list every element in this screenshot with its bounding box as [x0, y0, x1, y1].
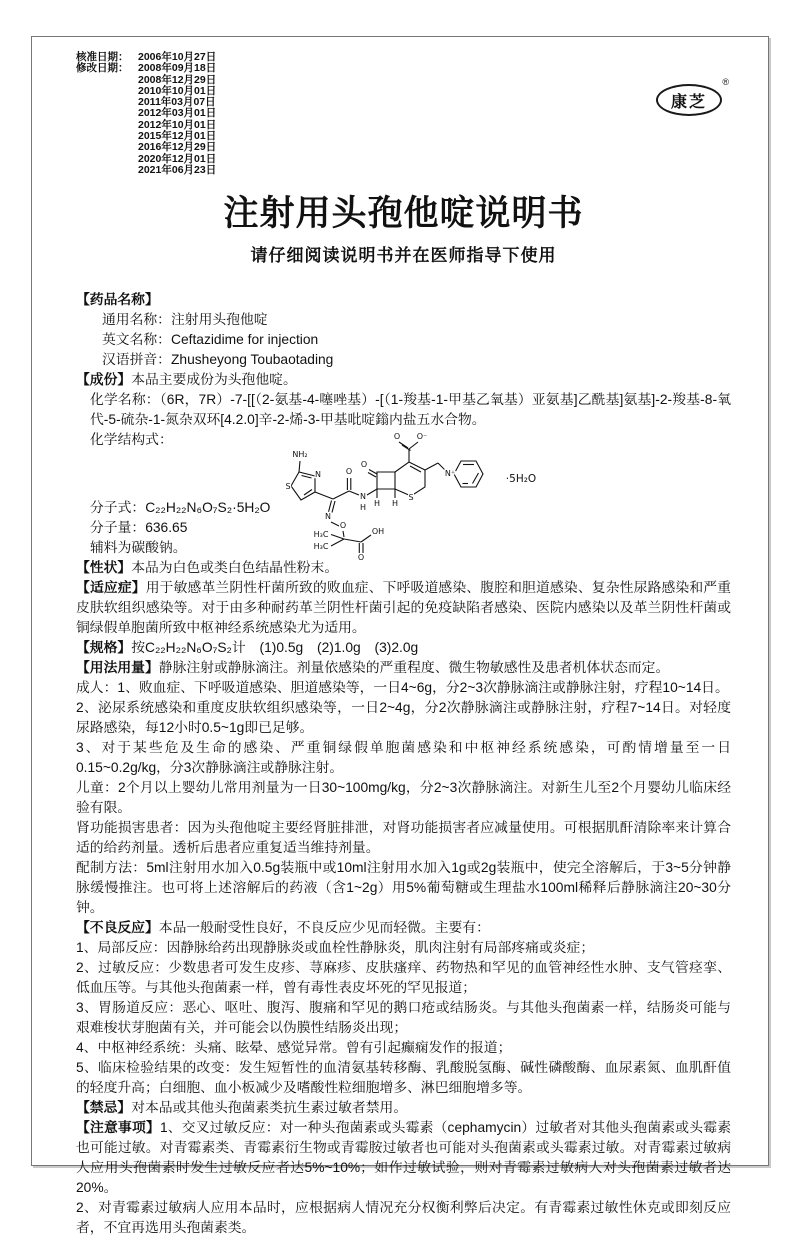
paragraph: [76, 918, 731, 938]
section-heading: 【适应症】: [76, 580, 146, 596]
section-heading: 【药品名称】: [76, 292, 159, 308]
paragraph: [76, 818, 731, 858]
section-heading: 【用法用量】: [76, 660, 159, 676]
date-label-spacer: [76, 131, 138, 142]
paragraph: [76, 858, 731, 918]
date-value: 2008年09月18日: [138, 62, 217, 75]
molecular-weight: 636.65: [145, 520, 188, 536]
paragraph-text: 通用名称：注射用头孢他啶: [102, 312, 268, 328]
date-label-spacer: [76, 120, 138, 131]
date-value: 2012年10月01日: [138, 118, 217, 131]
paragraph-text: 4、中枢神经系统：头痛、眩晕、感觉异常。曾有引起癫痫发作的报道；: [76, 1040, 512, 1056]
insert-body: [76, 290, 731, 1238]
date-label-spacer: [76, 97, 138, 108]
atom-label: O: [339, 521, 347, 531]
insert-content: [76, 37, 731, 1238]
paragraph: [76, 578, 731, 638]
paragraph: [76, 370, 731, 390]
paragraph-text: 3、对于某些危及生命的感染、严重铜绿假单胞菌感染和中枢神经系统感染，可酌情增量至一日 0.15~0.2g/kg，分3次静脉滴注或静脉注射。: [76, 740, 731, 776]
atom-label: O⁻: [416, 432, 428, 442]
paragraph-text: 用于敏感革兰阴性杆菌所致的败血症、下呼吸道感染、腹腔和胆道感染、复杂性尿路感染和严重皮肤软组织感染等。对于由多种耐药革兰阴性杆菌引起的免疫缺陷者感染、医院内感染以及革兰阴性杆菌或铜绿假单胞菌所致中枢神经系统感染尤为适用。: [76, 580, 732, 636]
date-value: 2021年06月23日: [138, 163, 217, 176]
revision-date-row: [76, 63, 731, 74]
paragraph-text: 1、交叉过敏反应：对一种头孢菌素或头霉素（cephamycin）过敏者对其他头孢菌素或头霉素也可能过敏。对青霉素类、青霉素衍生物或青霉胺过敏者也可能对头孢菌素或头霉素过敏。对青霉素过敏病人应用头孢菌素时发生过敏反应者达5%~10%；如作过敏试验，则对青霉素过敏病人对头孢菌素过敏者达20%。: [76, 1120, 732, 1196]
date-value: 2006年10月27日: [138, 51, 217, 63]
paragraph: [76, 350, 731, 370]
date-label-spacer: [76, 86, 138, 97]
atom-label: O: [393, 432, 401, 442]
logo-text: 康芝: [670, 93, 707, 111]
date-value: 2008年12月29日: [138, 73, 217, 86]
atom-label: O: [345, 467, 353, 477]
atom-label: NH₂: [292, 450, 308, 460]
paragraph-text: 2、过敏反应：少数患者可发生皮疹、荨麻疹、皮肤瘙痒、药物热和罕见的血管神经性水肿、支气管痉挛、低血压等。与其他头孢菌素一样，曾有毒性表皮坏死的罕见报道；: [76, 960, 731, 996]
paragraph: [76, 310, 731, 330]
formula-label: 分子式：: [90, 500, 146, 516]
paragraph: [76, 698, 731, 738]
paragraph-text: 本品主要成份为头孢他啶。: [131, 372, 297, 388]
body-section-bottom: [76, 558, 731, 1238]
atom-label: N: [315, 470, 321, 480]
date-label-spacer: [76, 165, 138, 176]
date-label-spacer: [76, 75, 138, 86]
paragraph: [76, 290, 731, 310]
page-subtitle: 请仔细阅读说明书并在医师指导下使用: [250, 246, 557, 266]
date-label-spacer: [76, 142, 138, 153]
chemical-structure-diagram: [271, 426, 581, 564]
paragraph-text: 配制方法：5ml注射用水加入0.5g装瓶中或10ml注射用水加入1g或2g装瓶中，使完全溶解后，于3~5分钟静脉缓慢推注。也可将上述溶解后的药液（含1~2g）用5%葡萄糖或生理盐水100ml稀释后静脉滴注20~30分钟。: [76, 860, 731, 916]
section-heading: 【性状】: [76, 560, 132, 576]
date-label-spacer: [76, 154, 138, 165]
paragraph-text: 2、对青霉素过敏病人应用本品时，应根据病人情况充分权衡利弊后决定。有青霉素过敏性休克或即刻反应者，不宜再选用头孢菌素类。: [76, 1200, 731, 1236]
excipient-note: 辅料为碳酸钠。: [90, 540, 187, 556]
package-insert-sheet: [31, 36, 769, 1236]
atom-label: N⁺: [444, 469, 456, 479]
atom-label: O: [360, 460, 368, 470]
revision-dates-rest: [76, 75, 731, 177]
section-heading: 【规格】: [76, 640, 132, 656]
atom-label: N: [360, 492, 366, 502]
section-heading: 【禁忌】: [76, 1100, 132, 1116]
paragraph-text: 成人：1、败血症、下呼吸道感染、胆道感染等，一日4~6g，分2~3次静脉滴注或静脉注射，疗程10~14日。: [76, 680, 729, 696]
date-value: 2011年03月07日: [138, 96, 216, 109]
atom-label: S: [285, 482, 291, 492]
paragraph: [76, 390, 731, 430]
paragraph-text: 本品为白色或类白色结晶性粉末。: [131, 560, 339, 576]
paragraph: [76, 958, 731, 998]
paragraph-text: 对本品或其他头孢菌素类抗生素过敏者禁用。: [131, 1100, 408, 1116]
paragraph: [76, 1038, 731, 1058]
paragraph: [76, 330, 731, 350]
date-label-spacer: [76, 108, 138, 119]
paragraph-text: 儿童：2个月以上婴幼儿常用剂量为一日30~100mg/kg，分2~3次静脉滴注。对新生儿至2个月婴幼儿临床经验有限。: [76, 780, 731, 816]
paragraph: [76, 1098, 731, 1118]
date-value: 2016年12月29日: [138, 141, 217, 154]
date-label: 核准日期：: [76, 51, 129, 63]
paragraph: [76, 938, 731, 958]
section-heading: 【注意事项】: [76, 1120, 160, 1136]
paragraph: [76, 1058, 731, 1098]
paragraph: [76, 658, 731, 678]
paragraph: [76, 738, 731, 778]
paragraph-text: 3、胃肠道反应：恶心、呕吐、腹泻、腹痛和罕见的鹅口疮或结肠炎。与其他头孢菌素一样，结肠炎可能与艰难梭状芽胞菌有关，并可能会以伪膜性结肠炎出现；: [76, 1000, 731, 1036]
date-label: 修改日期：: [76, 62, 129, 75]
date-value: 2010年10月01日: [138, 84, 217, 97]
paragraph: [76, 1198, 731, 1238]
atom-label: H₃C: [313, 530, 329, 540]
paragraph: [76, 638, 731, 658]
paragraph-text: 肾功能损害患者：因为头孢他啶主要经肾脏排泄，对肾功能损害者应减量使用。可根据肌酐清除率来计算合适的给药剂量。透析后患者应重复适当维持剂量。: [76, 820, 731, 856]
atom-label: N: [325, 512, 331, 522]
revision-date-row: [76, 142, 731, 153]
revision-date-row: [76, 165, 731, 176]
paragraph-text: 5、临床检验结果的改变：发生短暂性的血清氨基转移酶、乳酸脱氢酶、碱性磷酸酶、血尿素氮、血肌酐值的轻度升高；白细胞、血小板减少及嗜酸性粒细胞增多、淋巴细胞增多等。: [76, 1060, 731, 1096]
atom-label: OH: [371, 527, 385, 537]
date-value: 2020年12月01日: [138, 152, 217, 165]
paragraph-text: 英文名称：Ceftazidime for injection: [102, 332, 319, 348]
paragraph-text: 2、泌尿系统感染和重度皮肤软组织感染等，一日2~4g，分2次静脉滴注或静脉注射，疗程7~14日。对轻度尿路感染，每12小时0.5~1g即已足够。: [76, 700, 731, 736]
date-value: 2012年03月01日: [138, 107, 217, 120]
paragraph-text: 汉语拼音：Zhusheyong Toubaotading: [102, 352, 334, 368]
date-value: 2015年12月01日: [138, 130, 217, 143]
atom-label: ·5H₂O: [505, 473, 537, 486]
atom-label: H: [391, 499, 399, 509]
section-heading: 【不良反应】: [76, 920, 159, 936]
paragraph: [76, 1118, 731, 1198]
paragraph: [76, 678, 731, 698]
atom-label: O: [357, 553, 365, 563]
section-heading: 【成份】: [76, 372, 132, 388]
atom-label: S: [408, 493, 414, 503]
weight-label: 分子量：: [90, 520, 146, 536]
paragraph-text: 静脉注射或静脉滴注。剂量依感染的严重程度、微生物敏感性及患者机体状态而定。: [158, 660, 670, 676]
paragraph: [76, 778, 731, 818]
paragraph-text: 1、局部反应：因静脉给药出现静脉炎或血栓性静脉炎，肌肉注射有局部疼痛或炎症；: [76, 940, 595, 956]
paragraph: [76, 998, 731, 1038]
paragraph-text: 按C₂₂H₂₂N₆O₇S₂计 (1)0.5g (2)1.0g (3)2.0g: [131, 640, 419, 656]
page-title: 注射用头孢他啶说明书: [223, 194, 584, 234]
molecular-formula: C₂₂H₂₂N₆O₇S₂·5H₂O: [145, 500, 271, 516]
registered-mark: ®: [722, 77, 729, 87]
paragraph-text: 本品一般耐受性良好，不良反应少见而轻微。主要有：: [158, 920, 490, 936]
atom-label: H: [373, 499, 381, 509]
paragraph-text: 化学结构式：: [90, 432, 173, 448]
paragraph-text: 化学名称：（6R，7R）-7-[[（2-氨基-4-噻唑基）-[（1-羧基-1-甲基乙氧基）亚氨基]乙酰基]氨基]-2-羧基-8-氧代-5-硫杂-1-氮杂双环[4.2.0]辛-2-烯-3-甲基吡啶鎓内盐五水合物。: [90, 392, 731, 428]
atom-label: H₃C: [313, 542, 329, 552]
approval-dates-block: [76, 52, 731, 176]
atom-label: H: [359, 503, 367, 513]
